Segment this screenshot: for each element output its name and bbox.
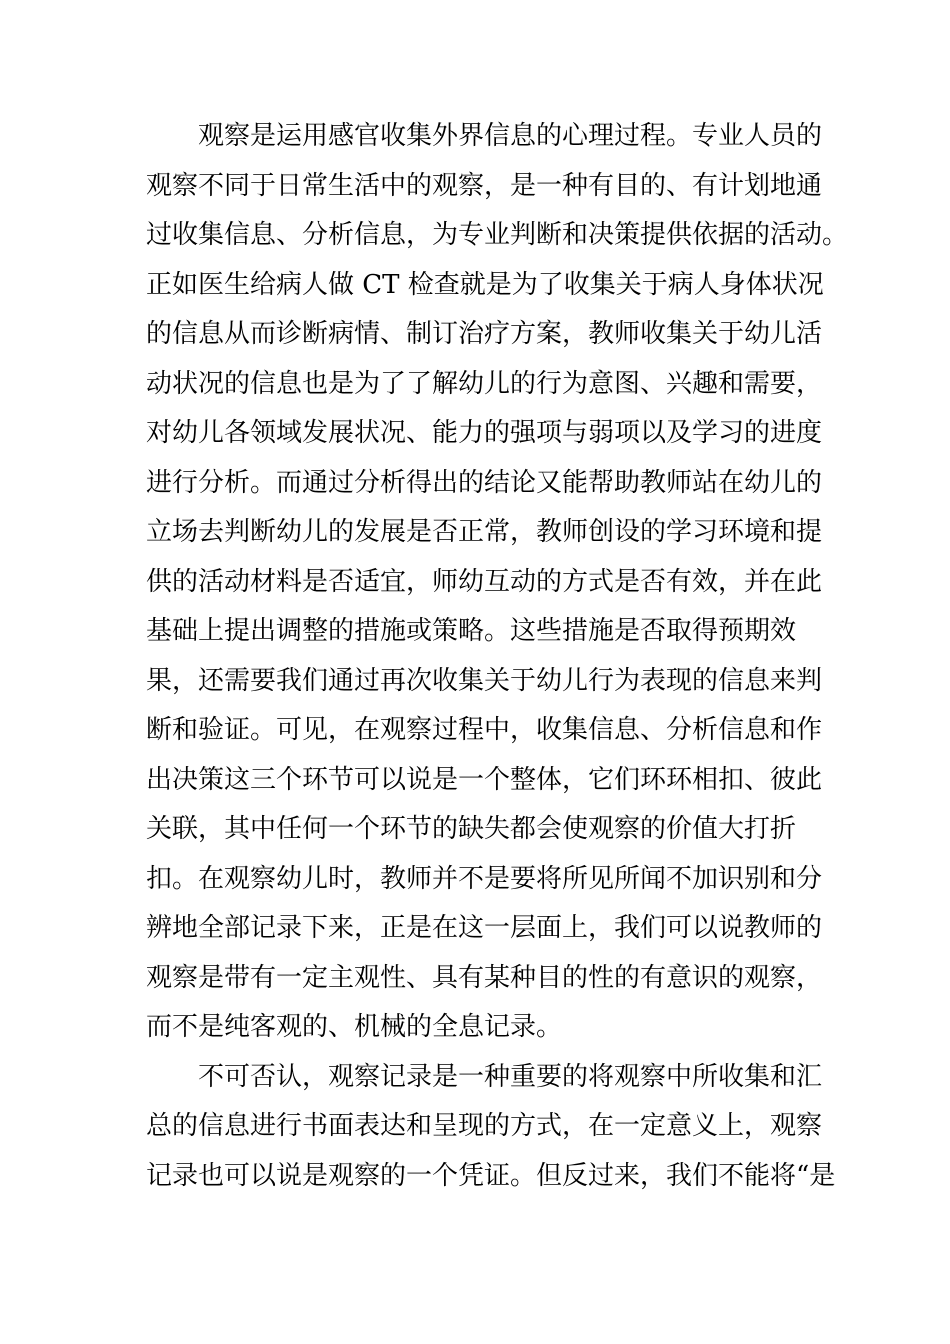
paragraph-line: 果，还需要我们通过再次收集关于幼儿行为表现的信息来判 [146, 665, 823, 696]
document-body [146, 112, 849, 1201]
paragraph-line: 观察是带有一定主观性、具有某种目的性的有意识的观察， [146, 962, 823, 993]
paragraph-line: 过收集信息、分析信息，为专业判断和决策提供依据的活动。 [146, 220, 849, 250]
paragraph-line: 对幼儿各领域发展状况、能力的强项与弱项以及学习的进度 [146, 418, 823, 448]
paragraph-line: 而不是纯客观的、机械的全息记录。 [146, 1012, 563, 1042]
paragraph-line: 观察是运用感官收集外界信息的心理过程。专业人员的 [198, 121, 823, 151]
paragraph-2 [146, 1053, 836, 1202]
paragraph-line: 总的信息进行书面表达和呈现的方式，在一定意义上，观察 [146, 1111, 823, 1141]
paragraph-line: 记录也可以说是观察的一个凭证。但反过来，我们不能将“是 [146, 1160, 836, 1191]
paragraph-line: 关联，其中任何一个环节的缺失都会使观察的价值大打折 [146, 814, 797, 844]
paragraph-line: 立场去判断幼儿的发展是否正常，教师创设的学习环境和提 [146, 517, 823, 547]
paragraph-line: 动状况的信息也是为了了解幼儿的行为意图、兴趣和需要， [146, 368, 823, 399]
paragraph-1 [146, 112, 849, 1053]
paragraph-line: 断和验证。可见，在观察过程中，收集信息、分析信息和作 [146, 715, 823, 745]
paragraph-line: 的信息从而诊断病情、制订治疗方案，教师收集关于幼儿活 [146, 319, 823, 349]
paragraph-line: 出决策这三个环节可以说是一个整体，它们环环相扣、彼此 [146, 764, 823, 795]
paragraph-line: 基础上提出调整的措施或策略。这些措施是否取得预期效 [146, 616, 797, 646]
paragraph-line: 进行分析。而通过分析得出的结论又能帮助教师站在幼儿的 [146, 467, 823, 498]
paragraph-line: 辨地全部记录下来，正是在这一层面上，我们可以说教师的 [146, 913, 823, 943]
paragraph-line: 扣。在观察幼儿时，教师并不是要将所见所闻不加识别和分 [146, 863, 823, 894]
paragraph-line: 不可否认，观察记录是一种重要的将观察中所收集和汇 [198, 1061, 823, 1092]
paragraph-line: 观察不同于日常生活中的观察，是一种有目的、有计划地通 [146, 170, 823, 201]
paragraph-line: 正如医生给病人做 CT 检查就是为了收集关于病人身体状况 [146, 269, 824, 300]
paragraph-line: 供的活动材料是否适宜，师幼互动的方式是否有效，并在此 [146, 566, 823, 597]
